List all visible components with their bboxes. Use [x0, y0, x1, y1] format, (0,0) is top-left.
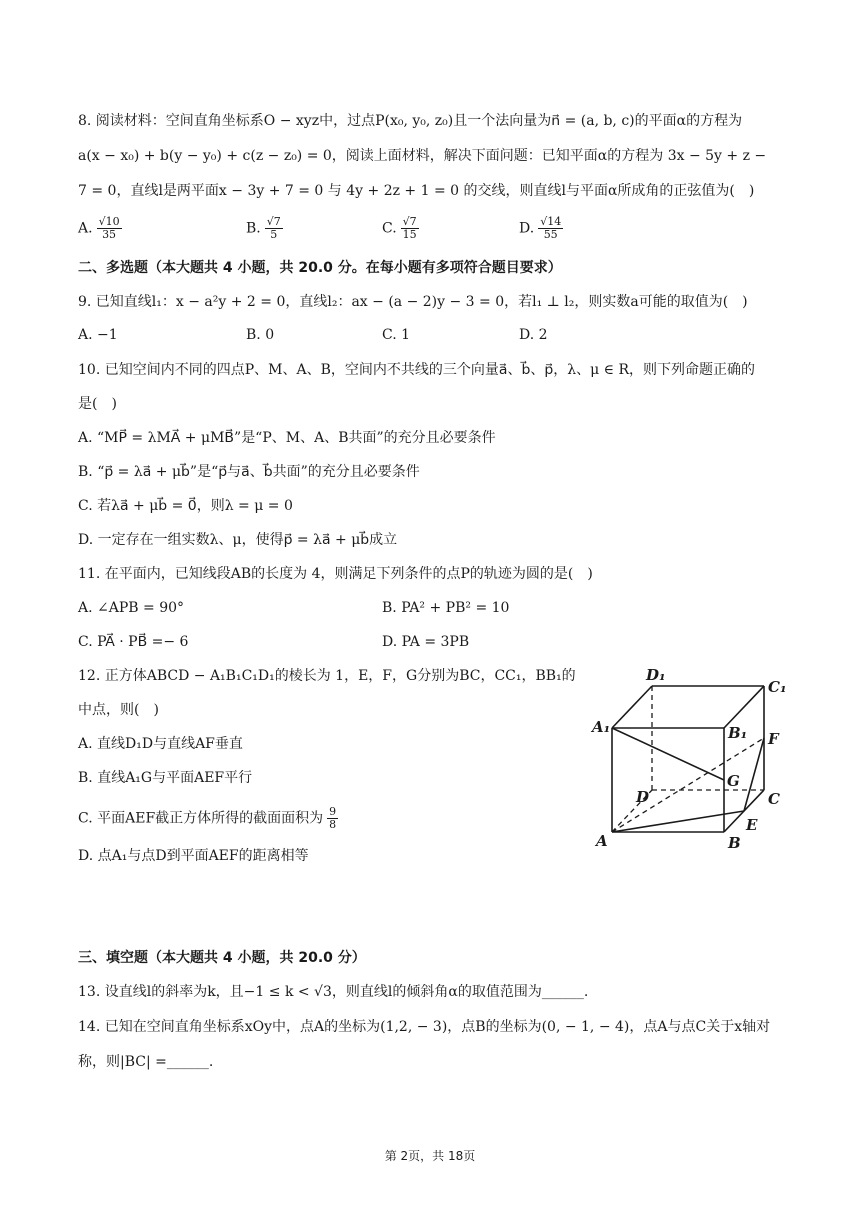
label-d: D [636, 788, 650, 806]
label-g: G [727, 772, 740, 790]
q10-option-a: A. “MP⃗ = λMA⃗ + μMB⃗”是“P、M、A、B共面”的充分且必要条件 [78, 430, 496, 446]
q9-option-c: C. 1 [382, 327, 411, 343]
label-d1: D₁ [646, 666, 666, 684]
section3-title: 三、填空题（本大题共 4 小题，共 20.0 分） [78, 950, 366, 966]
cube-figure [590, 660, 810, 860]
q11-option-d: D. PA = 3PB [382, 634, 470, 650]
edge-b1-c1 [724, 686, 764, 728]
q13-stem: 13. 设直线l的斜率为k，且−1 ≤ k < √3，则直线l的倾斜角α的取值范围为______. [78, 984, 589, 1000]
edge-a1-d1 [612, 686, 652, 728]
segment-a1-g [612, 728, 724, 780]
q8-stem-line3: 7 = 0，直线l是两平面x − 3y + 7 = 0 与 4y + 2z + 1 = 0 的交线，则直线l与平面α所成角的正弦值为( ) [78, 183, 755, 199]
label-f: F [768, 730, 779, 748]
q14-stem-line2: 称，则|BC| =______. [78, 1054, 214, 1070]
q8-stem-line2: a(x − x₀) + b(y − y₀) + c(z − z₀) = 0，阅读上面材料，解决下面问题：已知平面α的方程为 3x − 5y + z − [78, 148, 767, 164]
label-b1: B₁ [728, 724, 748, 742]
q12-option-a: A. 直线D₁D与直线AF垂直 [78, 736, 243, 752]
q12-stem-line2: 中点，则( ) [78, 702, 159, 718]
label-c: C [768, 790, 780, 808]
label-a1: A₁ [592, 718, 611, 736]
q12-option-d: D. 点A₁与点D到平面AEF的距离相等 [78, 848, 309, 864]
q10-option-c: C. 若λa⃗ + μb⃗ = 0⃗，则λ = μ = 0 [78, 498, 293, 514]
q10-option-d: D. 一定存在一组实数λ、μ，使得p⃗ = λa⃗ + μb⃗成立 [78, 532, 398, 548]
q11-option-b: B. PA² + PB² = 10 [382, 600, 510, 616]
q10-stem-line2: 是( ) [78, 396, 117, 412]
segment-a-f-hidden [612, 738, 764, 832]
q9-option-b: B. 0 [246, 327, 275, 343]
q8-option-d: D. $\frac{√14}{55}$ [519, 215, 562, 241]
q8-option-a: A. $\frac{√10}{35}$ [78, 215, 120, 241]
section2-title: 二、多选题（本大题共 4 小题，共 20.0 分。在每小题有多项符合题目要求） [78, 260, 562, 276]
q9-option-a: A. −1 [78, 327, 118, 343]
q12-option-c: C. 平面AEF截正方体所得的截面面积为 $\frac{9}{8}$ [78, 805, 337, 831]
q9-stem: 9. 已知直线l₁：x − a²y + 2 = 0，直线l₂：ax − (a − 2)y − 3 = 0，若l₁ ⊥ l₂，则实数a可能的取值为( ) [78, 294, 748, 310]
q11-option-c: C. PA⃗ · PB⃗ =− 6 [78, 634, 189, 650]
q8-stem-line1: 8. 阅读材料：空间直角坐标系O − xyz中，过点P(x₀, y₀, z₀)且一个法向量为n⃗ = (a, b, c)的平面α的方程为 [78, 113, 743, 129]
q14-stem-line1: 14. 已知在空间直角坐标系xOy中，点A的坐标为(1,2, − 3)，点B的坐标为(0, − 1, − 4)，点A与点C关于x轴对 [78, 1019, 771, 1035]
q8-option-c: C. $\frac{√7}{15}$ [382, 215, 417, 241]
q10-option-b: B. “p⃗ = λa⃗ + μb⃗”是“p⃗与a⃗、b⃗共面”的充分且必要条件 [78, 464, 420, 480]
q12-stem-line1: 12. 正方体ABCD − A₁B₁C₁D₁的棱长为 1，E，F，G分别为BC，CC₁，BB₁的 [78, 668, 576, 684]
label-c1: C₁ [768, 678, 787, 696]
label-a: A [596, 832, 608, 850]
q9-option-d: D. 2 [519, 327, 548, 343]
q10-stem-line1: 10. 已知空间内不同的四点P、M、A、B，空间内不共线的三个向量a⃗、b⃗、p⃗，λ、μ ∈ R，则下列命题正确的 [78, 362, 755, 378]
q11-option-a: A. ∠APB = 90° [78, 600, 185, 616]
q8-option-b: B. $\frac{√7}{5}$ [246, 215, 281, 241]
q12-option-b: B. 直线A₁G与平面AEF平行 [78, 770, 253, 786]
label-e: E [746, 816, 758, 834]
label-b: B [728, 834, 741, 852]
q11-stem: 11. 在平面内，已知线段AB的长度为 4，则满足下列条件的点P的轨迹为圆的是( ) [78, 566, 593, 582]
page-footer: 第 2页，共 18页 [384, 1149, 476, 1163]
